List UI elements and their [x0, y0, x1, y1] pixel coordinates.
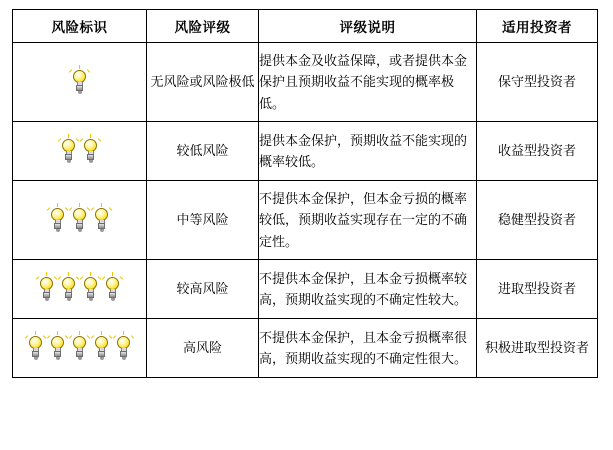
risk-indicator-cell	[13, 181, 147, 260]
suitable-investor-cell: 积极进取型投资者	[477, 319, 598, 378]
lightbulb-icon	[59, 138, 78, 164]
risk-indicator-cell	[13, 260, 147, 319]
lightbulb-icon	[92, 335, 111, 361]
table-row	[13, 43, 598, 122]
lightbulb-icon	[37, 276, 56, 302]
risk-level-cell: 较低风险	[147, 122, 259, 181]
lightbulb-icon-group	[13, 69, 146, 95]
table-row	[13, 319, 598, 378]
rating-description-cell: 不提供本金保护，但本金亏损的概率较低，预期收益实现存在一定的不确定性。	[259, 181, 477, 260]
suitable-investor-cell: 收益型投资者	[477, 122, 598, 181]
header-risk-level: 风险评级	[147, 10, 259, 43]
lightbulb-icon	[92, 207, 111, 233]
rating-description-cell: 不提供本金保护，且本金亏损概率较高，预期收益实现的不确定性较大。	[259, 260, 477, 319]
lightbulb-icon	[26, 335, 45, 361]
rating-description-cell: 提供本金及收益保障，或者提供本金保护且预期收益不能实现的概率极低。	[259, 43, 477, 122]
lightbulb-icon-group	[13, 276, 146, 302]
lightbulb-icon	[81, 138, 100, 164]
risk-level-cell: 高风险	[147, 319, 259, 378]
table-header-row	[13, 10, 598, 43]
suitable-investor-cell: 稳健型投资者	[477, 181, 598, 260]
lightbulb-icon	[103, 276, 122, 302]
lightbulb-icon	[59, 276, 78, 302]
header-risk-indicator: 风险标识	[13, 10, 147, 43]
lightbulb-icon	[114, 335, 133, 361]
lightbulb-icon	[48, 335, 67, 361]
lightbulb-icon-group	[13, 335, 146, 361]
risk-level-cell: 无风险或风险极低	[147, 43, 259, 122]
rating-description-cell: 提供本金保护，预期收益不能实现的概率较低。	[259, 122, 477, 181]
lightbulb-icon	[70, 207, 89, 233]
table-row	[13, 181, 598, 260]
table-row	[13, 122, 598, 181]
header-rating-description: 评级说明	[259, 10, 477, 43]
lightbulb-icon-group	[13, 138, 146, 164]
lightbulb-icon	[81, 276, 100, 302]
risk-rating-table	[12, 9, 598, 378]
lightbulb-icon	[70, 335, 89, 361]
suitable-investor-cell: 保守型投资者	[477, 43, 598, 122]
risk-indicator-cell	[13, 319, 147, 378]
rating-description-cell: 不提供本金保护，且本金亏损概率很高，预期收益实现的不确定性很大。	[259, 319, 477, 378]
lightbulb-icon	[48, 207, 67, 233]
table-row	[13, 260, 598, 319]
risk-level-cell: 中等风险	[147, 181, 259, 260]
header-suitable-investor: 适用投资者	[477, 10, 598, 43]
suitable-investor-cell: 进取型投资者	[477, 260, 598, 319]
risk-level-cell: 较高风险	[147, 260, 259, 319]
lightbulb-icon-group	[13, 207, 146, 233]
lightbulb-icon	[70, 69, 89, 95]
risk-indicator-cell	[13, 122, 147, 181]
risk-indicator-cell	[13, 43, 147, 122]
